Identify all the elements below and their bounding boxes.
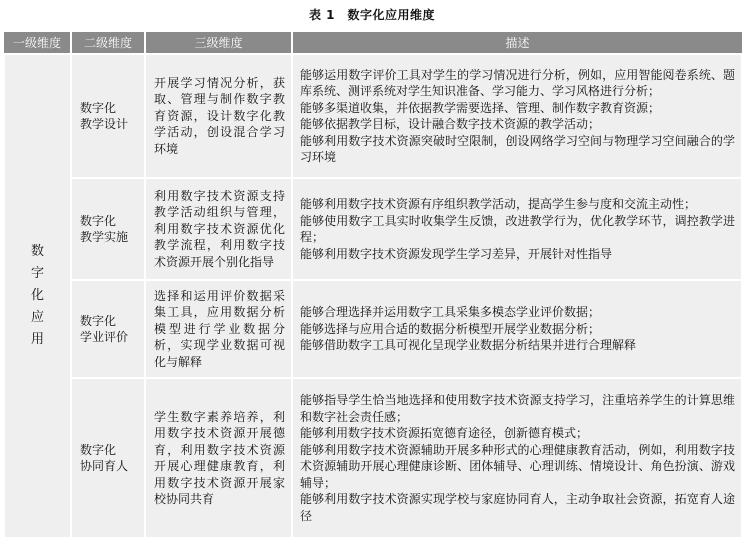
level3-cell: 利用数字技术资源支持教学活动组织与管理，利用数字技术资源优化教学流程，利用数字技术资源开展个别化指导 bbox=[145, 178, 292, 280]
header-level3: 三级维度 bbox=[145, 32, 292, 54]
table-row bbox=[4, 178, 742, 280]
description-line: 能够依据教学目标，设计融合数字技术资源的教学活动； bbox=[300, 117, 601, 131]
description-cell bbox=[292, 54, 742, 178]
header-level1: 一级维度 bbox=[4, 32, 71, 54]
level3-cell: 学生数字素养培养，利用数字技术资源开展德育，利用数字技术资源开展心理健康教育，利用数字技术资源开展家校协同共育 bbox=[145, 378, 292, 538]
description-line: 能够利用数字技术资源辅助开展多种形式的心理健康教育活动，例如，利用数字技术资源辅助开展心理健康诊断、团体辅导、心理训练、情境设计、角色扮演、游戏辅导； bbox=[300, 442, 735, 490]
level2-cell bbox=[71, 280, 145, 378]
description-line: 能够运用数字评价工具对学生的学习情况进行分析，例如，应用智能阅卷系统、题库系统、测评系统对学生知识准备、学习能力、学习风格进行分析； bbox=[300, 67, 735, 98]
level3-cell: 选择和运用评价数据采集工具，应用数据分析模型进行学业数据分析，实现学业数据可视化与解释 bbox=[145, 280, 292, 378]
level2-label-line: 数字化 bbox=[80, 442, 117, 457]
level1-cell bbox=[4, 54, 71, 538]
description-line: 能够利用数字技术资源发现学生学习差异，开展针对性指导 bbox=[300, 246, 613, 261]
level3-cell: 开展学习情况分析，获取、管理与制作数字教育资源，设计数字化教学活动，创设混合学习环境 bbox=[145, 54, 292, 178]
header-description: 描述 bbox=[292, 32, 742, 54]
level2-label-line: 教学实施 bbox=[80, 230, 129, 244]
dimension-table bbox=[3, 32, 743, 539]
description-line: 能够利用数字技术资源有序组织教学活动，提高学生参与度和交流主动性； bbox=[300, 197, 697, 211]
description-line: 能够指导学生恰当地选择和使用数字技术资源支持学习，注重培养学生的计算思维和数字社会责任感； bbox=[300, 393, 735, 424]
description-line: 能够利用数字技术资源实现学校与家庭协同育人，主动争取社会资源，拓宽育人途径 bbox=[300, 492, 735, 523]
table-caption: 表 1 数字化应用维度 bbox=[308, 8, 436, 22]
description-cell bbox=[292, 378, 742, 538]
level2-label-line: 数字化 bbox=[80, 213, 117, 228]
table-row bbox=[4, 378, 742, 538]
level2-label-line: 学业评价 bbox=[80, 330, 129, 344]
table-row bbox=[4, 54, 742, 178]
description-line: 能够合理选择并运用数字工具采集多模态学业评价数据； bbox=[300, 305, 601, 320]
description-line: 能够选择与应用合适的数据分析模型开展学业数据分析； bbox=[300, 321, 601, 336]
table-row bbox=[4, 280, 742, 378]
description-cell bbox=[292, 178, 742, 280]
description-cell bbox=[292, 280, 742, 378]
description-line: 能够多渠道收集，并依据教学需要选择、管理、制作数字教育资源； bbox=[300, 100, 661, 115]
header-level2: 二级维度 bbox=[71, 32, 145, 54]
description-line: 能够使用数字工具实时收集学生反馈，改进教学行为，优化教学环节，调控教学进程； bbox=[300, 213, 735, 244]
level2-cell bbox=[71, 178, 145, 280]
level2-label-line: 数字化 bbox=[80, 100, 117, 115]
description-line: 能够利用数字技术资源拓宽德育途径，创新德育模式； bbox=[300, 426, 589, 440]
level2-label-line: 数字化 bbox=[80, 313, 117, 328]
level2-label-line: 教学设计 bbox=[80, 117, 129, 131]
level2-cell bbox=[71, 54, 145, 178]
description-line: 能够利用数字技术资源突破时空限制，创设网络学习空间与物理学习空间融合的学习环境 bbox=[300, 133, 735, 164]
level2-cell bbox=[71, 378, 145, 538]
level1-label: 数字化应用 bbox=[30, 244, 44, 347]
header-row bbox=[4, 32, 742, 54]
description-line: 能够借助数字工具可视化呈现学业数据分析结果并进行合理解释 bbox=[300, 338, 637, 353]
level2-label-line: 协同育人 bbox=[80, 459, 129, 473]
